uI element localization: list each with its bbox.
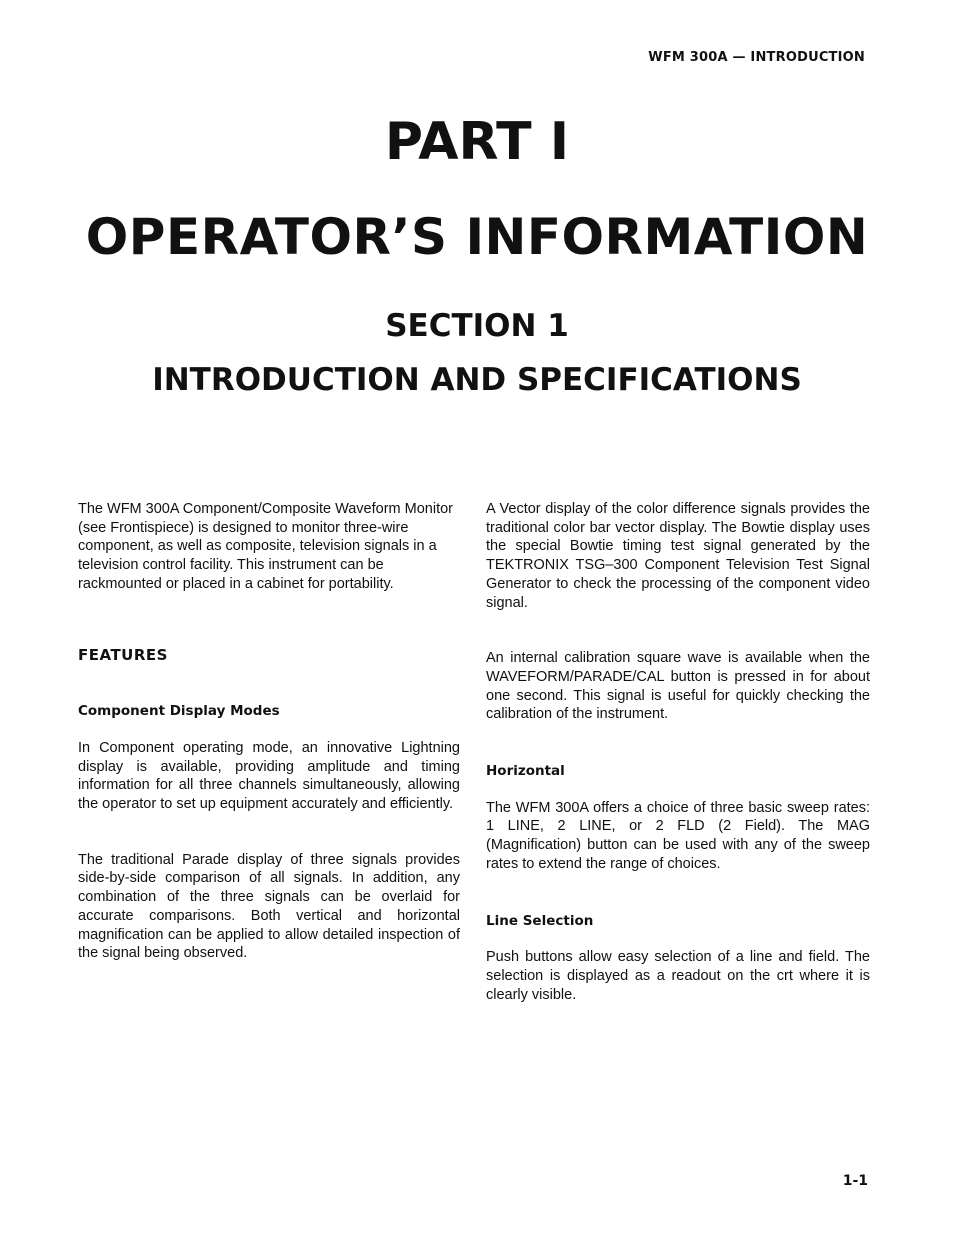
parade-paragraph: The traditional Parade display of three signals provides side-by-side comparison of all signals. In addition, any combination of the three signals can be overlaid for accurate comparisons. Both vertical and horizontal magnification can be applied to allow detailed inspection of the signal being observed. bbox=[78, 851, 460, 962]
lightning-paragraph: In Component operating mode, an innovative Lightning display is available, providing amplitude and timing information for all three channels simultaneously, allowing the operator to set up equipment accurately and efficiently. bbox=[78, 739, 460, 813]
line-selection-heading: Line Selection bbox=[486, 912, 594, 929]
running-head: WFM 300A — INTRODUCTION bbox=[648, 50, 865, 65]
left-column bbox=[78, 500, 460, 963]
section-heading: SECTION 1 bbox=[385, 308, 569, 344]
features-heading: FEATURES bbox=[78, 645, 168, 664]
page-number: 1-1 bbox=[842, 1173, 868, 1189]
horizontal-heading: Horizontal bbox=[486, 763, 565, 780]
component-display-modes-heading: Component Display Modes bbox=[78, 703, 280, 720]
calibration-paragraph: An internal calibration square wave is available when the WAVEFORM/PARADE/CAL button is pressed in for about one second. This signal is useful for quickly checking the calibration of the instrument. bbox=[486, 650, 870, 723]
part-title: OPERATOR’S INFORMATION bbox=[85, 208, 869, 266]
intro-paragraph: The WFM 300A Component/Composite Waveform Monitor (see Frontispiece) is designed to monitor three-wire component, as well as composite, television signals in a television control facility. This instrument can be rackmounted or placed in a cabinet for portability. bbox=[78, 501, 453, 592]
horizontal-paragraph: The WFM 300A offers a choice of three basic sweep rates: 1 LINE, 2 LINE, or 2 FLD (2 Field). The MAG (Magnification) button can be used with any of the sweep rates to extend the range of choices. bbox=[486, 799, 870, 872]
part-heading: PART I bbox=[384, 112, 570, 172]
right-column bbox=[486, 500, 870, 1004]
vector-paragraph: A Vector display of the color difference signals provides the traditional color bar vector display. The Bowtie display uses the special Bowtie timing test signal generated by the TEKTRONIX TSG–300 Component Television Test Signal Generator to check the processing of the component video signal. bbox=[486, 501, 870, 611]
line-selection-paragraph: Push buttons allow easy selection of a line and field. The selection is displayed as a readout on the crt where it is clearly visible. bbox=[486, 949, 870, 1003]
section-title: INTRODUCTION AND SPECIFICATIONS bbox=[152, 362, 802, 398]
